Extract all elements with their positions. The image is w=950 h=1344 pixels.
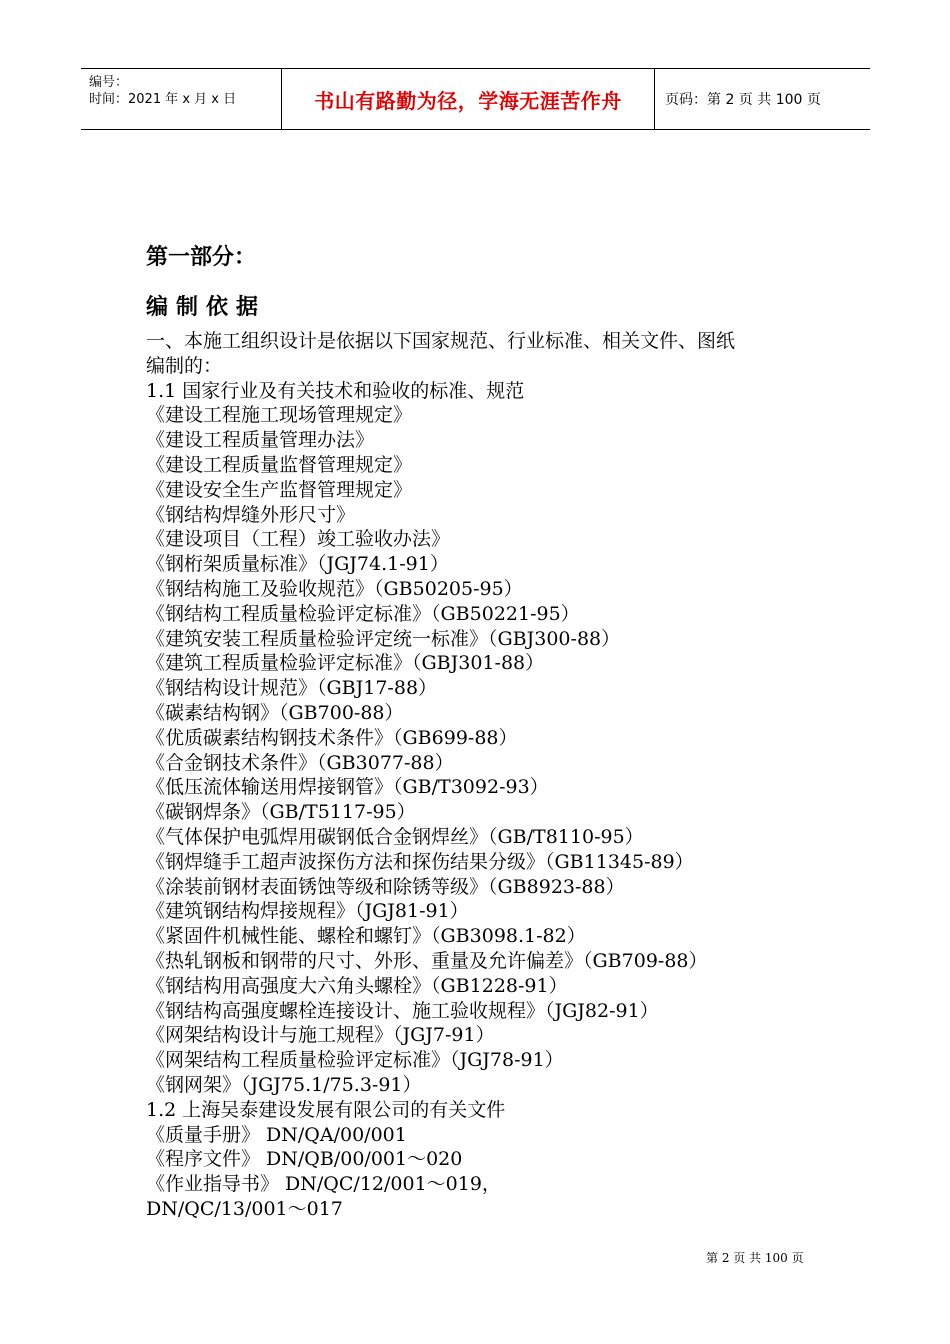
body-line: 《钢网架》（JGJ75.1/75.3-91） (146, 1073, 422, 1096)
part-heading: 第一部分： (146, 245, 257, 270)
body-line: 《合金钢技术条件》（GB3077-88） (146, 751, 454, 774)
body-line: 《碳素结构钢》（GB700-88） (146, 701, 404, 724)
body-line: 《钢结构施工及验收规范》（GB50205-95） (146, 577, 523, 600)
body-line: 1.1 国家行业及有关技术和验收的标准、规范 (146, 379, 525, 402)
body-line: 《网架结构工程质量检验评定标准》（JGJ78-91） (146, 1049, 564, 1072)
header-page-info-cell (655, 69, 870, 129)
body-line: 《钢焊缝手工超声波探伤方法和探伤结果分级》（GB11345-89） (146, 850, 694, 873)
body-line: 《建筑钢结构焊接规程》（JGJ81-91） (146, 900, 469, 923)
time-label: 时间：2021 年 x 月 x 日 (89, 92, 237, 107)
body-line: 1.2 上海吴泰建设发展有限公司的有关文件 (146, 1098, 506, 1121)
body-line: 《建设安全生产监督管理规定》 (146, 478, 413, 501)
body-line: 《质量手册》 DN/QA/00/001 (146, 1123, 407, 1146)
page-footer: 第 2 页 共 100 页 (706, 1251, 804, 1265)
body-line: 《钢结构用高强度大六角头螺栓》（GB1228-91） (146, 974, 568, 997)
body-line: 《建设工程质量监督管理规定》 (146, 453, 413, 476)
body-line: 编制的： (146, 354, 223, 377)
header-page-info: 页码：第 2 页 共 100 页 (665, 92, 821, 108)
body-line: DN/QC/13/001～017 (146, 1197, 343, 1220)
body-line: 《优质碳素结构钢技术条件》（GB699-88） (146, 726, 518, 749)
body-line: 《紧固件机械性能、螺栓和螺钉》（GB3098.1-82） (146, 925, 586, 948)
section-heading: 编制依据 (146, 295, 267, 320)
body-line: 《建筑安装工程质量检验评定统一标准》（GBJ300-88） (146, 627, 621, 650)
body-line: 《钢桁架质量标准》（JGJ74.1-91） (146, 553, 449, 576)
body-line: 《钢结构工程质量检验评定标准》（GB50221-95） (146, 602, 580, 625)
header-motto-cell (282, 69, 655, 129)
body-line: 《气体保护电弧焊用碳钢低合金钢焊丝》（GB/T8110-95） (146, 825, 644, 848)
body-line: 《建设工程施工现场管理规定》 (146, 404, 413, 427)
number-label: 编号： (89, 75, 129, 90)
body-line: 一、本施工组织设计是依据以下国家规范、行业标准、相关文件、图纸 (146, 330, 736, 352)
body-line: 《钢结构设计规范》（GBJ17-88） (146, 677, 438, 700)
page-header (81, 68, 870, 130)
document-body (146, 329, 826, 1222)
body-line: 《涂装前钢材表面锈蚀等级和除锈等级》（GB8923-88） (146, 875, 625, 898)
body-line: 《钢结构高强度螺栓连接设计、施工验收规程》（JGJ82-91） (146, 999, 659, 1022)
body-line: 《建筑工程质量检验评定标准》（GBJ301-88） (146, 652, 545, 675)
body-line: 《碳钢焊条》（GB/T5117-95） (146, 801, 416, 824)
body-line: 《作业指导书》 DN/QC/12/001～019， (146, 1173, 501, 1196)
body-line: 《钢结构焊缝外形尺寸》 (146, 503, 356, 526)
header-motto: 书山有路勤为径，学海无涯苦作舟 (314, 88, 622, 113)
body-line: 《网架结构设计与施工规程》（JGJ7-91） (146, 1024, 495, 1047)
body-line: 《程序文件》 DN/QB/00/001～020 (146, 1148, 463, 1171)
body-line: 《热轧钢板和钢带的尺寸、外形、重量及允许偏差》（GB709-88） (146, 949, 708, 972)
body-line: 《低压流体输送用焊接钢管》（GB/T3092-93） (146, 776, 549, 799)
body-line: 《建设工程质量管理办法》 (146, 429, 375, 452)
body-line: 《建设项目（工程）竣工验收办法》 (146, 528, 451, 551)
header-meta (81, 69, 282, 129)
